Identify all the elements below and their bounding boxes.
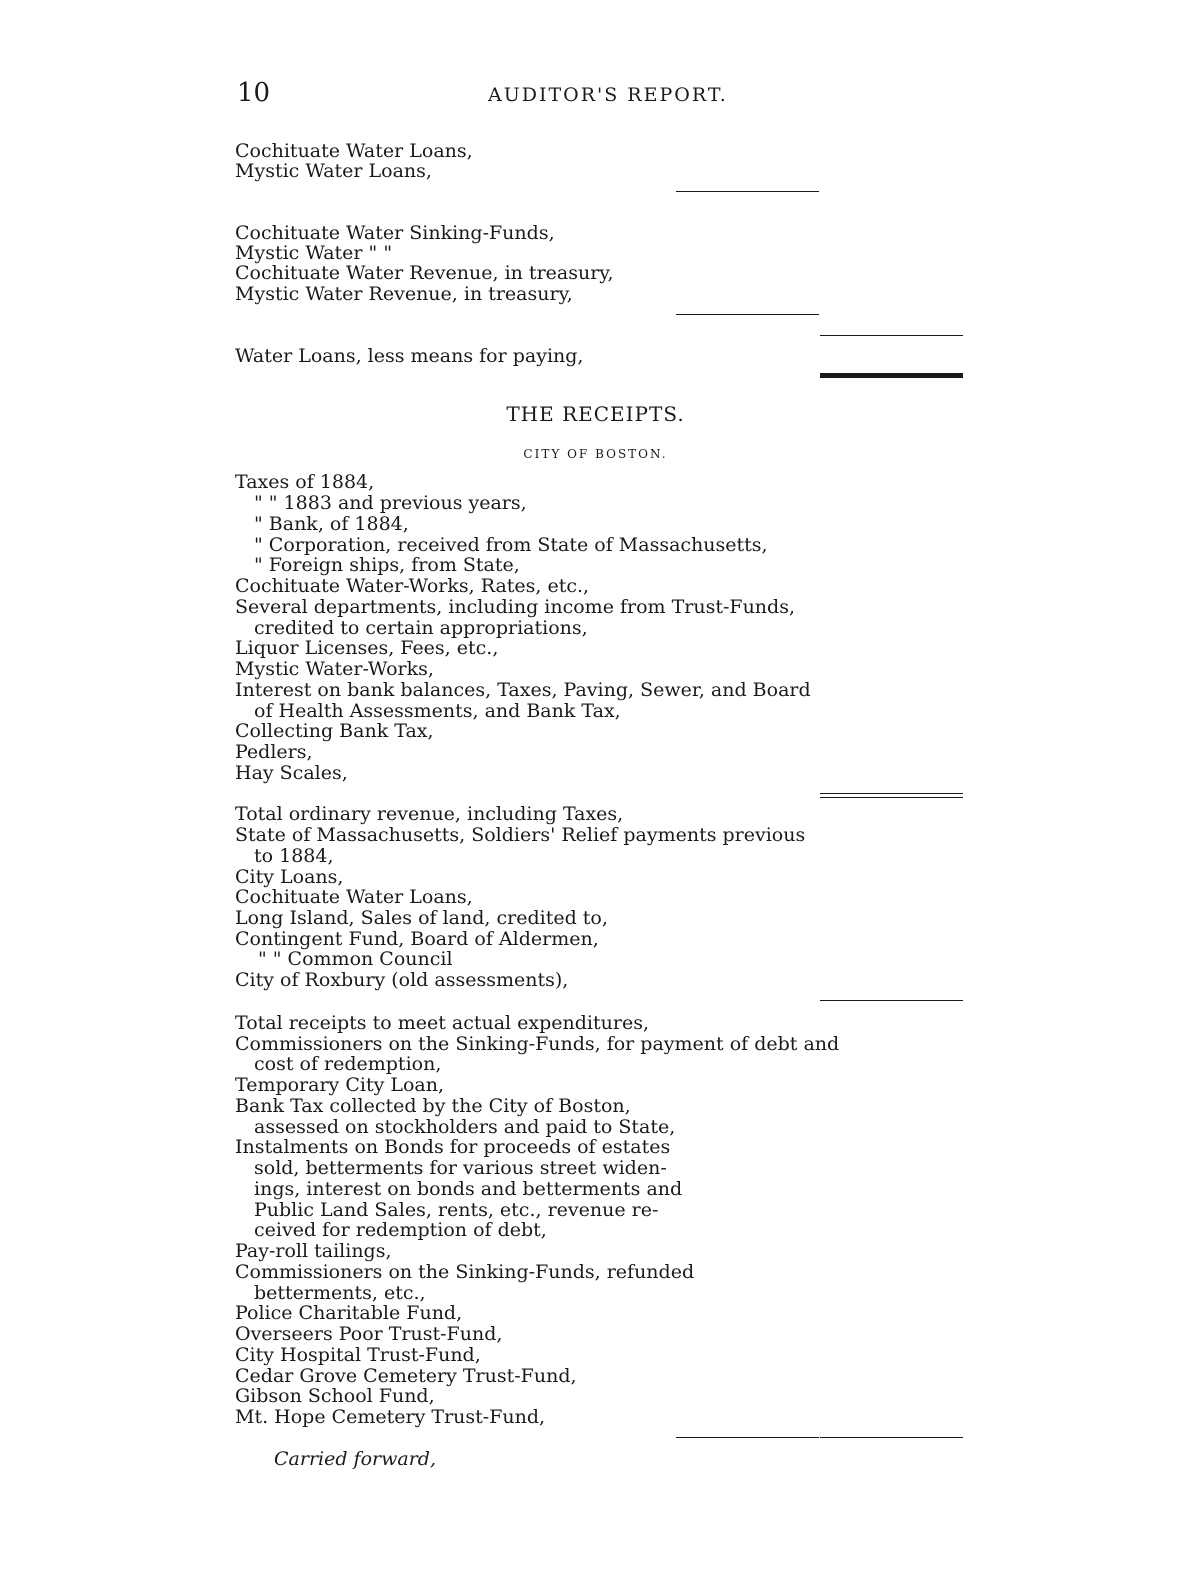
- sum-rule: [820, 335, 963, 336]
- row-label: ings, interest on bonds and betterments and: [254, 1178, 683, 1200]
- row-label: Temporary City Loan,: [235, 1074, 445, 1096]
- row-label: assessed on stockholders and paid to State,: [254, 1116, 676, 1138]
- carried-forward-label: Carried forward,: [274, 1448, 436, 1470]
- row-label: Cochituate Water Sinking-Funds,: [235, 222, 555, 244]
- sum-rule: [820, 1000, 963, 1001]
- sum-rule: [820, 793, 963, 794]
- row-label: Hay Scales,: [235, 762, 348, 784]
- sum-rule: [820, 1437, 963, 1438]
- row-label: City of Roxbury (old assessments),: [235, 969, 569, 991]
- row-label: Total ordinary revenue, including Taxes,: [235, 803, 624, 825]
- row-label: Cochituate Water Loans,: [235, 140, 473, 162]
- row-label: Gibson School Fund,: [235, 1385, 435, 1407]
- row-label: City Loans,: [235, 866, 344, 888]
- row-label: " Foreign ships, from State,: [254, 554, 520, 576]
- running-head: AUDITOR'S REPORT.: [488, 84, 728, 106]
- row-label: City Hospital Trust-Fund,: [235, 1344, 481, 1366]
- row-label: Long Island, Sales of land, credited to,: [235, 907, 608, 929]
- section-subheading: CITY OF BOSTON.: [523, 447, 668, 461]
- row-label: Cedar Grove Cemetery Trust-Fund,: [235, 1365, 577, 1387]
- row-label: Mt. Hope Cemetery Trust-Fund,: [235, 1406, 546, 1428]
- row-label: to 1884,: [254, 845, 334, 867]
- row-label: credited to certain appropriations,: [254, 617, 588, 639]
- row-label: Liquor Licenses, Fees, etc.,: [235, 637, 499, 659]
- row-label: Mystic Water Revenue, in treasury,: [235, 283, 573, 305]
- row-label: cost of redemption,: [254, 1053, 442, 1075]
- row-label: of Health Assessments, and Bank Tax,: [254, 700, 621, 722]
- row-label: Mystic Water-Works,: [235, 658, 434, 680]
- double-rule: [820, 373, 963, 378]
- row-label: Cochituate Water Revenue, in treasury,: [235, 262, 614, 284]
- row-label: Cochituate Water Loans,: [235, 886, 473, 908]
- row-label: " " 1883 and previous years,: [254, 492, 527, 514]
- row-label: Pay-roll tailings,: [235, 1240, 392, 1262]
- row-label: Total receipts to meet actual expenditures,: [235, 1012, 650, 1034]
- row-label: ceived for redemption of debt,: [254, 1219, 547, 1241]
- row-label: Collecting Bank Tax,: [235, 720, 434, 742]
- sum-rule: [676, 1437, 819, 1438]
- row-label: Pedlers,: [235, 741, 313, 763]
- row-label: Commissioners on the Sinking-Funds, for payment of debt and: [235, 1033, 840, 1055]
- row-label: Instalments on Bonds for proceeds of estates: [235, 1136, 671, 1158]
- row-label: Bank Tax collected by the City of Boston,: [235, 1095, 631, 1117]
- row-label: Public Land Sales, rents, etc., revenue re-: [254, 1199, 659, 1221]
- sum-rule: [676, 314, 819, 315]
- row-label: Taxes of 1884,: [235, 471, 375, 493]
- row-label: Mystic Water Loans,: [235, 160, 432, 182]
- row-label: Contingent Fund, Board of Aldermen,: [235, 928, 599, 950]
- row-label: Several departments, including income from Trust-Funds,: [235, 596, 795, 618]
- page-number: 10: [237, 78, 271, 108]
- row-label: Overseers Poor Trust-Fund,: [235, 1323, 503, 1345]
- sum-rule: [820, 797, 963, 798]
- row-label: " Bank, of 1884,: [254, 513, 409, 535]
- row-label: " Corporation, received from State of Massachusetts,: [254, 534, 768, 556]
- section-heading: THE RECEIPTS.: [506, 402, 685, 426]
- row-label: Police Charitable Fund,: [235, 1302, 463, 1324]
- row-label: Mystic Water " ": [235, 242, 393, 264]
- row-label: betterments, etc.,: [254, 1282, 426, 1304]
- row-label: Cochituate Water-Works, Rates, etc.,: [235, 575, 590, 597]
- row-label: " " Common Council: [258, 948, 453, 970]
- row-label: Interest on bank balances, Taxes, Paving, Sewer, and Board: [235, 679, 811, 701]
- row-label: sold, betterments for various street widen-: [254, 1157, 667, 1179]
- row-label: Commissioners on the Sinking-Funds, refunded: [235, 1261, 695, 1283]
- net-label: Water Loans, less means for paying,: [235, 345, 584, 367]
- row-label: State of Massachusetts, Soldiers' Relief payments previous: [235, 824, 806, 846]
- sum-rule: [676, 191, 819, 192]
